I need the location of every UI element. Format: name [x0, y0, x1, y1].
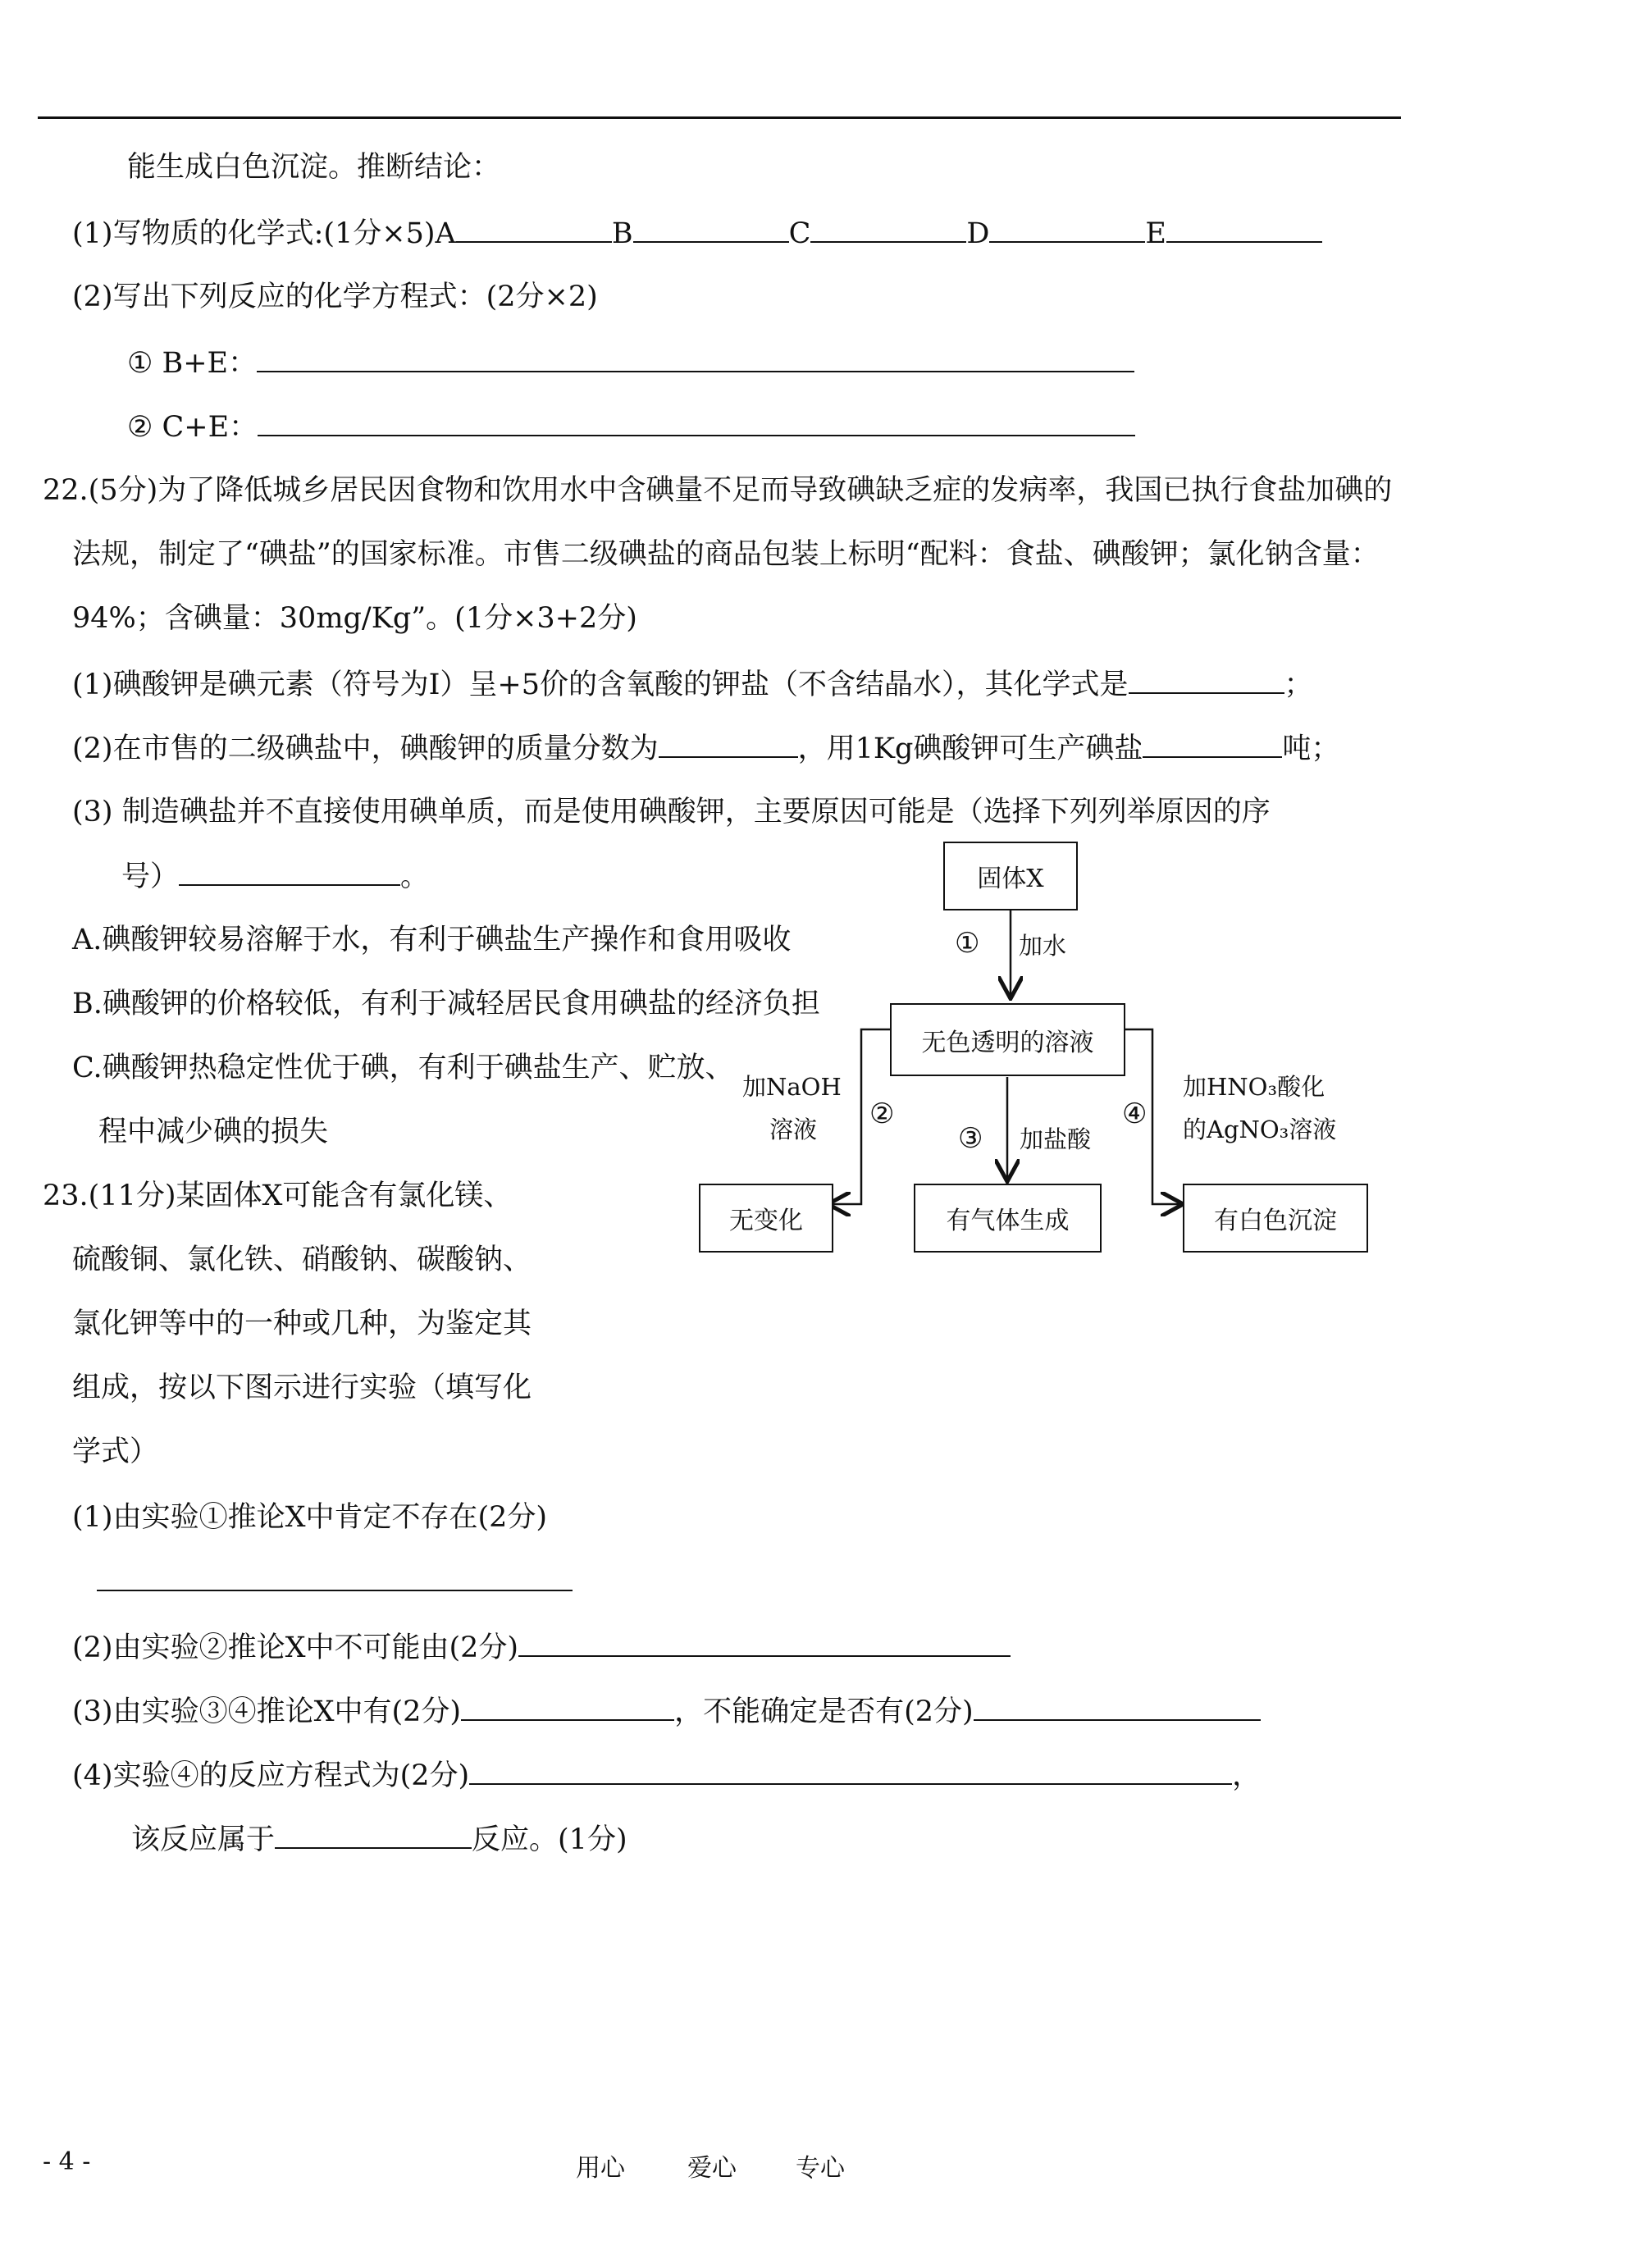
- box-solution: 无色透明的溶液: [890, 1003, 1125, 1076]
- q22-part1-blank[interactable]: [1129, 664, 1284, 694]
- q22-option-b: B.碘酸钾的价格较低，有利于减轻居民食用碘盐的经济负担: [72, 988, 820, 1020]
- header-rule: [38, 116, 1401, 119]
- q23-line5: 学式）: [72, 1435, 159, 1468]
- step2-label-2: 溶液: [769, 1116, 818, 1143]
- answer-blank-b[interactable]: [633, 213, 789, 243]
- q23-sub3-blank-1[interactable]: [461, 1691, 674, 1721]
- q23-line4: 组成，按以下图示进行实验（填写化: [72, 1371, 532, 1404]
- q23-sub1: (1)由实验①推论X中肯定不存在(2分): [72, 1501, 548, 1534]
- q22-part2: (2)在市售的二级碘盐中，碘酸钾的质量分数为 ，用1Kg碘酸钾可生产碘盐 吨；: [72, 728, 1339, 769]
- q22-part3-cont: 号） 。: [121, 856, 429, 897]
- experiment-flow-diagram: [697, 837, 1370, 1280]
- q23-line2: 硫酸铜、氯化铁、硝酸钠、碳酸钠、: [72, 1244, 532, 1276]
- q22-part2-blank-2[interactable]: [1143, 728, 1282, 758]
- q23-sub1-answer: [97, 1562, 573, 1602]
- footer-motto-3: 专心: [796, 2154, 845, 2183]
- footer-motto-1: 用心: [576, 2154, 625, 2183]
- answer-blank-a[interactable]: [456, 213, 612, 243]
- q22-option-c-cont: 程中减少碘的损失: [98, 1116, 329, 1148]
- q22-part2-blank-1[interactable]: [659, 728, 798, 758]
- q23-sub3-blank-2[interactable]: [974, 1691, 1261, 1721]
- continuation-line: 能生成白色沉淀。推断结论：: [127, 151, 501, 184]
- step4-number: ④: [1122, 1097, 1148, 1130]
- q22-line3: 94%；含碘量：30mg/Kg”。(1分×3+2分): [72, 602, 637, 635]
- step2-number: ②: [869, 1097, 895, 1130]
- step3-number: ③: [958, 1122, 983, 1155]
- step4-label-2: 的AgNO₃溶液: [1183, 1116, 1337, 1143]
- q23-sub1-blank[interactable]: [97, 1562, 573, 1591]
- answer-blank-e[interactable]: [1166, 213, 1322, 243]
- q23-sub2: (2)由实验②推论X中不可能由(2分): [72, 1627, 1011, 1668]
- answer-blank-d[interactable]: [989, 213, 1145, 243]
- q22-option-a: A.碘酸钾较易溶解于水，有利于碘盐生产操作和食用吸收: [72, 924, 792, 956]
- q23-sub5-blank[interactable]: [275, 1819, 472, 1849]
- q23-sub3: (3)由实验③④推论X中有(2分) ，不能确定是否有(2分): [72, 1691, 1261, 1732]
- equation-2-blank[interactable]: [258, 407, 1135, 436]
- q23-sub4: (4)实验④的反应方程式为(2分) ，: [72, 1755, 1261, 1796]
- q22-option-c: C.碘酸钾热稳定性优于碘，有利于碘盐生产、贮放、: [72, 1052, 734, 1084]
- q23-sub4-blank[interactable]: [469, 1755, 1232, 1785]
- page-number: - 4 -: [43, 2147, 91, 2176]
- q-prev-part2: (2)写出下列反应的化学方程式：(2分×2): [72, 281, 598, 313]
- q22-part3: (3) 制造碘盐并不直接使用碘单质，而是使用碘酸钾，主要原因可能是（选择下列列举原因的序: [72, 796, 1271, 828]
- box-result-precipitate: 有白色沉淀: [1183, 1184, 1368, 1253]
- equation-1: ① B+E：: [127, 343, 1134, 383]
- step1-label: 加水: [1019, 932, 1067, 960]
- step2-label-1: 加NaOH: [742, 1073, 842, 1101]
- box-solid-x: 固体X: [943, 842, 1078, 910]
- equation-2: ② C+E：: [127, 407, 1135, 447]
- q23-line1: 23.(11分)某固体X可能含有氯化镁、: [43, 1180, 513, 1212]
- q22-part3-blank[interactable]: [179, 856, 400, 886]
- q22-line2: 法规，制定了“碘盐”的国家标准。市售二级碘盐的商品包装上标明“配料：食盐、碘酸钾；氯化钠含量：: [72, 538, 1380, 571]
- equation-1-blank[interactable]: [257, 343, 1134, 372]
- footer-motto-2: 爱心: [687, 2154, 737, 2183]
- step4-label-1: 加HNO₃酸化: [1183, 1073, 1325, 1101]
- q23-line3: 氯化钾等中的一种或几种，为鉴定其: [72, 1307, 532, 1340]
- step1-number: ①: [955, 927, 980, 960]
- q22-part1: (1)碘酸钾是碘元素（符号为I）呈+5价的含氧酸的钾盐（不含结晶水），其化学式是 ；: [72, 664, 1313, 705]
- q-prev-part1: (1)写物质的化学式:(1分×5)A B C D E: [72, 213, 1322, 253]
- box-result-no-change: 无变化: [699, 1184, 833, 1253]
- q23-sub2-blank[interactable]: [518, 1627, 1011, 1657]
- step3-label: 加盐酸: [1020, 1125, 1092, 1153]
- box-result-gas: 有气体生成: [914, 1184, 1102, 1253]
- q22-line1: 22.(5分)为了降低城乡居民因食物和饮用水中含碘量不足而导致碘缺乏症的发病率，我国已执行食盐加碘的: [43, 474, 1393, 507]
- q23-sub5: 该反应属于 反应。(1分): [131, 1819, 627, 1860]
- answer-blank-c[interactable]: [810, 213, 966, 243]
